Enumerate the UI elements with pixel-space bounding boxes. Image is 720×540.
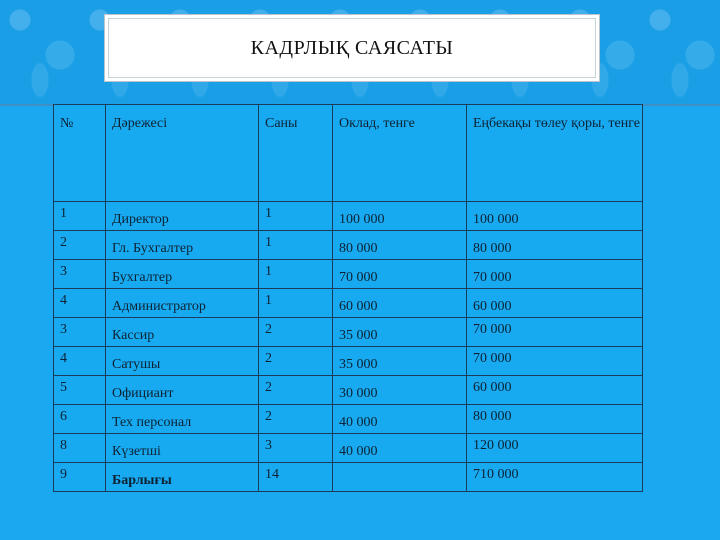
cell-salary: 35 000 [333, 318, 467, 347]
cell-number: 6 [54, 405, 106, 434]
cell-salary: 70 000 [333, 260, 467, 289]
cell-position: Күзетші [106, 434, 259, 463]
cell-position: Тех персонал [106, 405, 259, 434]
cell-count: 1 [259, 202, 333, 231]
table-row [54, 434, 643, 463]
cell-salary: 35 000 [333, 347, 467, 376]
cell-number: 8 [54, 434, 106, 463]
table-row [54, 260, 643, 289]
cell-fund: 710 000 [467, 463, 643, 492]
cell-count: 14 [259, 463, 333, 492]
table-row [54, 405, 643, 434]
table-row [54, 231, 643, 260]
header-count: Саны [259, 105, 333, 202]
cell-fund: 120 000 [467, 434, 643, 463]
cell-fund: 100 000 [467, 202, 643, 231]
table-row [54, 347, 643, 376]
cell-number: 3 [54, 318, 106, 347]
cell-position: Барлығы [106, 463, 259, 492]
cell-position: Кассир [106, 318, 259, 347]
cell-position: Официант [106, 376, 259, 405]
cell-number: 1 [54, 202, 106, 231]
cell-fund: 70 000 [467, 260, 643, 289]
cell-position: Бухгалтер [106, 260, 259, 289]
page-title: КАДРЛЫҚ САЯСАТЫ [250, 36, 454, 59]
cell-number: 3 [54, 260, 106, 289]
table-row [54, 318, 643, 347]
table-row [54, 289, 643, 318]
header-wage-fund: Еңбекақы төлеу қоры, тенге [467, 105, 643, 202]
cell-count: 1 [259, 260, 333, 289]
cell-count: 2 [259, 318, 333, 347]
cell-salary: 40 000 [333, 405, 467, 434]
table-row-total [54, 463, 643, 492]
cell-number: 4 [54, 347, 106, 376]
table-row [54, 376, 643, 405]
title-box [108, 18, 596, 78]
cell-salary: 100 000 [333, 202, 467, 231]
cell-count: 1 [259, 289, 333, 318]
cell-fund: 80 000 [467, 231, 643, 260]
staff-table [53, 104, 643, 492]
cell-salary: 30 000 [333, 376, 467, 405]
cell-salary: 80 000 [333, 231, 467, 260]
cell-salary [333, 463, 467, 492]
cell-position: Гл. Бухгалтер [106, 231, 259, 260]
cell-salary: 60 000 [333, 289, 467, 318]
cell-count: 3 [259, 434, 333, 463]
table-header-row [54, 105, 643, 202]
cell-count: 2 [259, 347, 333, 376]
cell-fund: 70 000 [467, 318, 643, 347]
cell-fund: 80 000 [467, 405, 643, 434]
cell-position: Директор [106, 202, 259, 231]
cell-position: Администратор [106, 289, 259, 318]
staff-table-container [53, 104, 643, 492]
cell-fund: 60 000 [467, 289, 643, 318]
header-salary: Оклад, тенге [333, 105, 467, 202]
table-row [54, 202, 643, 231]
cell-count: 2 [259, 376, 333, 405]
cell-fund: 60 000 [467, 376, 643, 405]
cell-number: 4 [54, 289, 106, 318]
cell-salary: 40 000 [333, 434, 467, 463]
header-number: № [54, 105, 106, 202]
cell-number: 2 [54, 231, 106, 260]
cell-position: Сатушы [106, 347, 259, 376]
cell-number: 5 [54, 376, 106, 405]
cell-fund: 70 000 [467, 347, 643, 376]
cell-count: 1 [259, 231, 333, 260]
header-position: Дәрежесі [106, 105, 259, 202]
cell-number: 9 [54, 463, 106, 492]
cell-count: 2 [259, 405, 333, 434]
